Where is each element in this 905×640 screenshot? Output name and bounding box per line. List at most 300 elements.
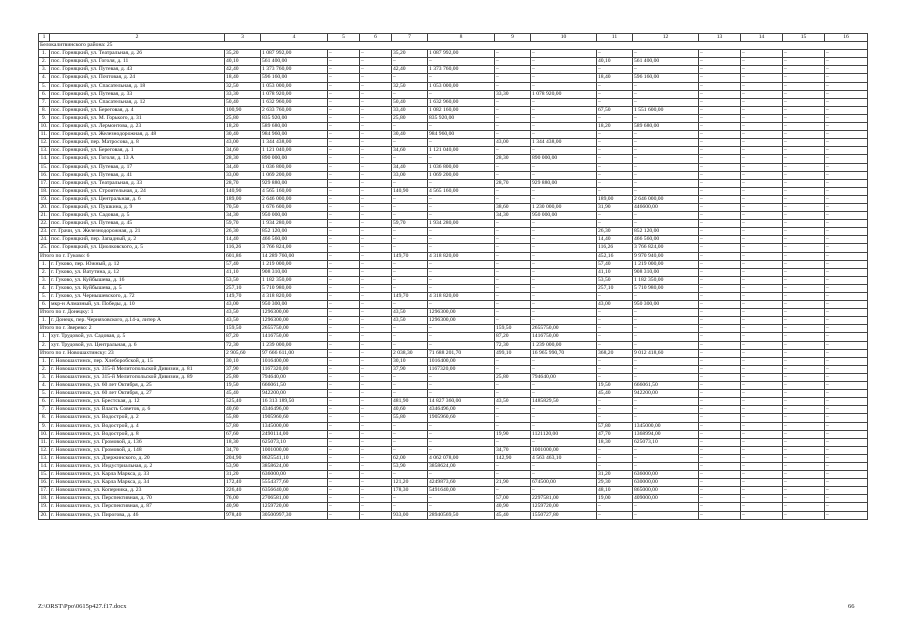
table-cell: 1 344 438,00 <box>261 139 328 147</box>
table-cell: – <box>597 179 633 187</box>
table-cell: – <box>633 50 699 58</box>
table-cell: – <box>328 333 360 341</box>
address-cell: г. Гуково, ул. Куйбышева, д. 5 <box>50 284 225 292</box>
column-number-header: 14 <box>741 34 783 42</box>
table-cell: 1 053 000,00 <box>261 82 328 90</box>
table-cell: – <box>741 276 783 284</box>
table-cell: – <box>783 462 825 470</box>
table-cell: – <box>633 365 699 373</box>
table-cell: 2655750,00 <box>261 325 328 333</box>
table-cell: 4 565 160,00 <box>261 187 328 195</box>
address-cell: г. Новошахтинск, ул. 315-й Мелитопольской Дивизии, д. 81 <box>50 365 225 373</box>
table-cell: – <box>597 325 633 333</box>
address-cell: г. Новошахтинск, ул. Индустриальная, д. 2 <box>50 462 225 470</box>
table-cell: – <box>741 50 783 58</box>
table-cell: – <box>825 50 868 58</box>
table-cell: 45,40 <box>495 511 531 519</box>
table-cell: 452,16 <box>597 252 633 260</box>
table-cell: 57,40 <box>597 260 633 268</box>
table-cell: – <box>597 454 633 462</box>
table-cell: – <box>328 471 360 479</box>
table-cell: – <box>392 333 428 341</box>
table-cell: – <box>328 74 360 82</box>
table-cell: – <box>495 406 531 414</box>
table-cell: 43,50 <box>392 309 428 317</box>
table-cell: 14,40 <box>225 236 261 244</box>
table-cell: – <box>428 503 495 511</box>
table-cell: 1 219 000,00 <box>633 260 699 268</box>
table-cell: – <box>597 406 633 414</box>
table-cell: 32,50 <box>225 82 261 90</box>
table-cell: – <box>428 179 495 187</box>
table-cell: – <box>360 228 392 236</box>
table-cell: – <box>699 82 741 90</box>
table-cell: 466 560,00 <box>633 236 699 244</box>
table-cell: – <box>531 406 597 414</box>
table-cell: 4 318 820,00 <box>261 293 328 301</box>
table-cell: 950 300,00 <box>633 301 699 309</box>
table-cell: 950 000,00 <box>531 212 597 220</box>
table-cell: – <box>360 123 392 131</box>
table-cell: – <box>783 260 825 268</box>
table-cell: 159,50 <box>225 325 261 333</box>
table-cell: 34,60 <box>225 147 261 155</box>
table-cell: 43,00 <box>225 139 261 147</box>
table-cell: – <box>633 220 699 228</box>
table-cell: – <box>495 438 531 446</box>
table-cell: – <box>825 66 868 74</box>
table-row <box>39 123 868 131</box>
column-number-header: 6 <box>360 34 392 42</box>
column-number-header: 12 <box>633 34 699 42</box>
table-cell: 159,50 <box>495 325 531 333</box>
table-cell: – <box>531 268 597 276</box>
row-number: 24. <box>40 236 48 243</box>
table-cell: – <box>741 252 783 260</box>
table-cell: 100,90 <box>225 106 261 114</box>
table-cell: 1121120,00 <box>531 430 597 438</box>
table-cell: 18,40 <box>225 74 261 82</box>
table-cell: 29,30 <box>597 479 633 487</box>
table-cell: – <box>741 430 783 438</box>
table-cell: – <box>360 260 392 268</box>
table-cell: 33,30 <box>225 90 261 98</box>
table-cell: 984 960,00 <box>428 131 495 139</box>
row-number: 6. <box>39 90 50 98</box>
table-cell: 499,10 <box>495 349 531 357</box>
table-cell: – <box>825 406 868 414</box>
table-cell: – <box>783 398 825 406</box>
row-number: 12. <box>40 446 48 453</box>
table-cell: 25,80 <box>225 373 261 381</box>
table-cell: – <box>328 236 360 244</box>
address-cell: г. Новошахтинск, ул. Коперника, д. 23 <box>50 487 225 495</box>
table-cell: – <box>699 341 741 349</box>
table-cell: – <box>783 284 825 292</box>
table-row <box>39 212 868 220</box>
table-cell: 33,00 <box>392 171 428 179</box>
table-cell: 1550727,80 <box>531 511 597 519</box>
table-cell: 1 344 438,00 <box>531 139 597 147</box>
table-cell: 2490114,00 <box>261 430 328 438</box>
table-cell: – <box>428 438 495 446</box>
address-cell: пос. Горняцкий, пер. Матросова, д. 8 <box>50 139 225 147</box>
table-cell: – <box>783 82 825 90</box>
table-cell: – <box>360 147 392 155</box>
table-cell: – <box>328 462 360 470</box>
table-row <box>39 114 868 122</box>
table-cell: 1016400,00 <box>428 357 495 365</box>
table-cell: – <box>328 66 360 74</box>
table-cell: – <box>360 106 392 114</box>
table-cell: – <box>360 66 392 74</box>
table-cell: – <box>360 438 392 446</box>
table-cell: – <box>597 187 633 195</box>
table-cell: – <box>825 147 868 155</box>
table-cell: 1905960,60 <box>428 414 495 422</box>
table-cell: – <box>699 179 741 187</box>
data-table <box>38 33 868 520</box>
table-cell: 142,90 <box>495 454 531 462</box>
table-cell: 794640,00 <box>531 373 597 381</box>
table-cell: – <box>495 276 531 284</box>
row-number: 12. <box>40 139 48 146</box>
table-cell: – <box>328 438 360 446</box>
row-number: 22. <box>40 220 48 227</box>
table-cell: 42,40 <box>225 66 261 74</box>
table-cell: 1 676 600,00 <box>261 203 328 211</box>
table-cell: 149,70 <box>392 293 428 301</box>
table-cell: 4346496,00 <box>261 406 328 414</box>
table-cell: – <box>360 98 392 106</box>
table-cell: – <box>495 252 531 260</box>
table-cell: – <box>328 252 360 260</box>
table-cell: 172,40 <box>225 479 261 487</box>
table-cell: – <box>825 495 868 503</box>
table-cell: – <box>328 349 360 357</box>
table-cell: – <box>597 155 633 163</box>
table-cell: – <box>825 422 868 430</box>
row-number: 7. <box>39 98 50 106</box>
table-cell: – <box>428 195 495 203</box>
table-cell: – <box>699 511 741 519</box>
table-cell: – <box>392 382 428 390</box>
table-cell: – <box>699 365 741 373</box>
table-cell: – <box>360 462 392 470</box>
table-cell: – <box>825 382 868 390</box>
table-cell: – <box>428 228 495 236</box>
table-cell: – <box>392 268 428 276</box>
subtotal-label: Итого по г. Новошахтинску: 23 <box>39 349 225 357</box>
table-cell: 43,50 <box>225 309 261 317</box>
table-cell: – <box>428 139 495 147</box>
table-cell: – <box>699 98 741 106</box>
table-cell: – <box>328 123 360 131</box>
table-cell: 30,40 <box>225 131 261 139</box>
table-cell: – <box>783 479 825 487</box>
table-cell: – <box>392 203 428 211</box>
table-cell: – <box>783 90 825 98</box>
table-cell: – <box>531 106 597 114</box>
table-cell: – <box>531 284 597 292</box>
table-cell: – <box>699 390 741 398</box>
table-cell: – <box>783 228 825 236</box>
table-cell: – <box>741 106 783 114</box>
table-cell: 933,00 <box>392 511 428 519</box>
table-cell: – <box>741 365 783 373</box>
table-cell: – <box>495 422 531 430</box>
table-cell: – <box>741 58 783 66</box>
table-cell: – <box>783 147 825 155</box>
table-cell: – <box>360 446 392 454</box>
table-cell: – <box>741 284 783 292</box>
row-number: 16. <box>40 479 48 486</box>
table-cell: – <box>825 260 868 268</box>
address-cell: г. Новошахтинск, ул. Власть Советов, д. 6 <box>50 406 225 414</box>
table-cell: 116,26 <box>597 244 633 252</box>
table-cell: – <box>328 422 360 430</box>
address-cell: г. Новошахтинск, ул. Громовой, д. 136 <box>50 438 225 446</box>
table-cell: – <box>428 260 495 268</box>
table-cell: 1 069 200,00 <box>428 171 495 179</box>
table-cell: 28,70 <box>225 179 261 187</box>
table-row <box>39 147 868 155</box>
table-cell: – <box>360 90 392 98</box>
table-cell: 625073,10 <box>633 438 699 446</box>
table-cell: 4 318 820,00 <box>428 252 495 260</box>
table-cell: 1 121 040,00 <box>428 147 495 155</box>
column-number-header: 1 <box>39 34 50 42</box>
table-cell: 72,30 <box>225 341 261 349</box>
table-cell: – <box>328 284 360 292</box>
table-cell: – <box>360 179 392 187</box>
table-cell: – <box>597 365 633 373</box>
table-cell: – <box>783 438 825 446</box>
table-cell: – <box>531 123 597 131</box>
table-cell: – <box>531 228 597 236</box>
table-cell: 55,80 <box>392 414 428 422</box>
table-cell: – <box>825 414 868 422</box>
table-cell: – <box>633 341 699 349</box>
table-cell: – <box>825 349 868 357</box>
table-cell: – <box>783 406 825 414</box>
table-cell: – <box>783 106 825 114</box>
table-cell: – <box>531 187 597 195</box>
table-cell: 42,40 <box>392 66 428 74</box>
table-row <box>39 333 868 341</box>
table-cell: – <box>597 82 633 90</box>
table-cell: 1 036 800,00 <box>428 163 495 171</box>
column-number-header: 13 <box>699 34 741 42</box>
table-row <box>39 462 868 470</box>
table-row <box>39 163 868 171</box>
address-cell: г. Новошахтинск, ул. 60 лет Октября, д. 25 <box>50 382 225 390</box>
table-cell: – <box>531 114 597 122</box>
table-cell: – <box>741 301 783 309</box>
table-row <box>39 373 868 381</box>
table-cell: – <box>531 74 597 82</box>
table-cell: – <box>741 479 783 487</box>
table-cell: – <box>783 382 825 390</box>
table-cell: – <box>783 236 825 244</box>
table-cell: – <box>328 220 360 228</box>
table-row <box>39 406 868 414</box>
table-cell: – <box>741 293 783 301</box>
row-number: 7. <box>39 406 50 414</box>
table-cell: 852 120,00 <box>633 228 699 236</box>
table-cell: – <box>825 276 868 284</box>
table-cell: – <box>597 114 633 122</box>
table-cell: – <box>633 446 699 454</box>
row-number: 15. <box>40 163 48 170</box>
table-cell: 40,90 <box>225 503 261 511</box>
table-cell: – <box>360 454 392 462</box>
address-cell: г. Гуково, ул. Куйбышева, д. 16 <box>50 276 225 284</box>
table-cell: 1 934 280,00 <box>428 220 495 228</box>
table-cell: – <box>783 268 825 276</box>
table-cell: – <box>825 252 868 260</box>
table-cell: – <box>495 260 531 268</box>
table-cell: 2297581,00 <box>531 495 597 503</box>
table-cell: – <box>531 301 597 309</box>
table-cell: – <box>428 155 495 163</box>
table-cell: 19,50 <box>225 382 261 390</box>
table-cell: – <box>597 66 633 74</box>
table-cell: – <box>428 422 495 430</box>
table-cell: – <box>328 309 360 317</box>
table-cell: – <box>531 131 597 139</box>
table-cell: 525,40 <box>225 398 261 406</box>
table-cell: 596 160,00 <box>633 74 699 82</box>
table-cell: – <box>699 325 741 333</box>
table-cell: – <box>741 349 783 357</box>
table-cell: – <box>699 503 741 511</box>
table-cell: – <box>633 325 699 333</box>
address-cell: г. Гуково, ул. Чернышевского, д. 72 <box>50 293 225 301</box>
table-cell: – <box>699 301 741 309</box>
table-cell: – <box>328 163 360 171</box>
table-cell: – <box>633 66 699 74</box>
table-row <box>39 139 868 147</box>
column-number-header: 4 <box>261 34 328 42</box>
table-cell: 625073,10 <box>261 438 328 446</box>
section-title: Белокалитвинского района: 25 <box>39 42 868 50</box>
table-cell: – <box>633 293 699 301</box>
table-cell: 31,90 <box>597 203 633 211</box>
table-row <box>39 503 868 511</box>
table-cell: 1259720,00 <box>261 503 328 511</box>
table-cell: – <box>328 293 360 301</box>
table-cell: 3 766 824,00 <box>261 244 328 252</box>
table-row <box>39 220 868 228</box>
table-cell: – <box>428 373 495 381</box>
table-cell: – <box>360 82 392 90</box>
table-cell: – <box>531 66 597 74</box>
table-cell: 1001000,00 <box>531 446 597 454</box>
table-cell: – <box>360 479 392 487</box>
table-cell: – <box>392 430 428 438</box>
table-cell: – <box>783 98 825 106</box>
table-cell: 368,20 <box>597 349 633 357</box>
table-cell: 40,60 <box>392 406 428 414</box>
table-cell: – <box>495 284 531 292</box>
table-cell: – <box>741 373 783 381</box>
table-cell: 25,80 <box>225 114 261 122</box>
table-cell: 14 289 760,00 <box>261 252 328 260</box>
table-cell: – <box>699 487 741 495</box>
row-number: 3. <box>39 276 50 284</box>
row-number: 4. <box>39 74 50 82</box>
page-number: 66 <box>848 603 855 610</box>
table-cell: – <box>328 171 360 179</box>
row-number: 19. <box>40 503 48 510</box>
table-cell: – <box>741 309 783 317</box>
table-cell: – <box>741 422 783 430</box>
table-cell: 34,30 <box>225 212 261 220</box>
table-row <box>39 260 868 268</box>
table-cell: – <box>328 479 360 487</box>
table-cell: 1416750,00 <box>261 333 328 341</box>
table-cell: 835 920,00 <box>261 114 328 122</box>
table-cell: 25,80 <box>495 373 531 381</box>
table-cell: 30500997,30 <box>261 511 328 519</box>
table-cell: 31,20 <box>597 471 633 479</box>
table-cell: – <box>495 382 531 390</box>
table-cell: – <box>741 90 783 98</box>
table-cell: – <box>328 341 360 349</box>
table-cell: 140,90 <box>225 187 261 195</box>
address-cell: г. Новошахтинск, ул. Дзержинского, д. 20 <box>50 454 225 462</box>
table-cell: – <box>428 495 495 503</box>
table-cell: – <box>741 123 783 131</box>
table-cell: – <box>825 244 868 252</box>
table-cell: – <box>783 341 825 349</box>
table-cell: – <box>741 471 783 479</box>
table-cell: 409000,00 <box>633 495 699 503</box>
table-cell: 1 087 992,00 <box>261 50 328 58</box>
table-cell: – <box>783 373 825 381</box>
table-cell: – <box>392 341 428 349</box>
row-number: 6. <box>39 301 50 309</box>
table-cell: 50,40 <box>392 98 428 106</box>
table-cell: 446600,00 <box>633 203 699 211</box>
table-cell: – <box>531 487 597 495</box>
table-cell: – <box>783 503 825 511</box>
table-cell: 1345000,00 <box>261 422 328 430</box>
table-row <box>39 187 868 195</box>
table-cell: 76,00 <box>225 495 261 503</box>
table-cell: 140,90 <box>392 187 428 195</box>
table-cell: – <box>360 155 392 163</box>
table-cell: 18,30 <box>597 438 633 446</box>
table-cell: – <box>428 333 495 341</box>
table-cell: 41,10 <box>225 268 261 276</box>
table-row <box>39 66 868 74</box>
table-cell: – <box>699 187 741 195</box>
table-cell: – <box>495 462 531 470</box>
row-number: 1. <box>39 333 50 341</box>
table-cell: – <box>699 309 741 317</box>
table-cell: 87,20 <box>495 333 531 341</box>
table-cell: – <box>699 317 741 325</box>
table-cell: 53,90 <box>225 462 261 470</box>
table-cell: – <box>633 131 699 139</box>
table-row <box>39 471 868 479</box>
table-cell: – <box>741 228 783 236</box>
table-cell: – <box>825 438 868 446</box>
table-cell: – <box>699 131 741 139</box>
table-cell: – <box>741 98 783 106</box>
